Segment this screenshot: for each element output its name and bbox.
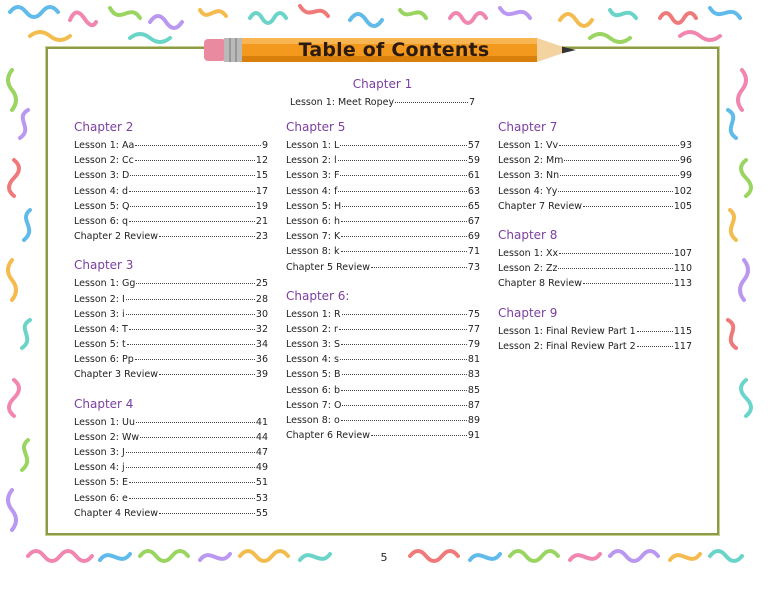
toc-entry-label: Lesson 3: Nn	[498, 170, 560, 182]
toc-entry-label: Lesson 3: J	[74, 447, 125, 458]
toc-row	[74, 153, 268, 168]
toc-entry-label: Lesson 3: D	[74, 170, 130, 182]
toc-entry-page: 49	[255, 462, 268, 474]
toc-entry-label: Lesson 6: q	[74, 215, 129, 227]
toc-entry-label: Lesson 2: r	[286, 323, 338, 335]
dot-leader	[339, 329, 467, 330]
toc-entry-label: Lesson 2: l	[286, 155, 337, 167]
toc-entry-label: Lesson 1: Final Review Part 1	[498, 325, 636, 337]
toc-row	[286, 229, 480, 244]
dot-leader	[135, 359, 255, 360]
toc-entry-page: 59	[467, 155, 480, 167]
toc-row	[286, 322, 480, 337]
dot-leader	[558, 191, 672, 192]
toc-entry-page: 91	[467, 430, 480, 442]
dot-leader	[129, 329, 255, 330]
toc-entry-page: 32	[255, 323, 268, 335]
toc-entry-page: 75	[467, 308, 480, 320]
chapter-heading: Chapter 7	[498, 120, 558, 134]
toc-entry-label: Lesson 2: Mm	[498, 155, 564, 167]
dot-leader	[341, 236, 467, 237]
toc-entry-page: 53	[255, 492, 268, 504]
page-number: 5	[380, 551, 388, 564]
toc-row	[286, 337, 480, 352]
dot-leader	[560, 175, 679, 176]
toc-entry-page: 83	[467, 369, 480, 381]
toc-row	[498, 324, 692, 339]
toc-chapter-block	[74, 397, 268, 521]
toc-row	[74, 322, 268, 337]
dot-leader	[341, 390, 467, 391]
chapter-heading: Chapter 1	[352, 77, 413, 91]
toc-entry-page: 102	[673, 185, 692, 197]
toc-row	[74, 184, 268, 199]
toc-entry-page: 107	[673, 247, 692, 259]
toc-entry-page: 93	[679, 140, 692, 151]
dot-leader	[342, 314, 467, 315]
toc-entry-page: 77	[467, 323, 480, 335]
dot-leader	[342, 374, 467, 375]
toc-row	[74, 276, 268, 291]
toc-entry-page: 71	[467, 246, 480, 258]
toc-entry-label: Lesson 2: Cc	[74, 155, 134, 167]
toc-column-3	[498, 120, 692, 368]
toc-column-1	[74, 120, 268, 535]
toc-entry-label: Lesson 1: Xx	[498, 247, 559, 259]
toc-chapter-block	[286, 289, 480, 444]
dot-leader	[341, 344, 467, 345]
toc-row	[286, 260, 480, 275]
toc-column-2	[286, 120, 480, 457]
toc-row	[498, 153, 692, 168]
dot-leader	[341, 420, 467, 421]
toc-entry-label: Lesson 3: S	[286, 339, 341, 351]
dot-leader	[129, 221, 255, 222]
toc-entry-label: Lesson 4: Yy	[498, 185, 558, 197]
dot-leader	[129, 191, 255, 192]
toc-entry-label: Lesson 5: H	[286, 200, 342, 212]
dot-leader	[559, 253, 673, 254]
toc-entry-label: Lesson 3: i	[74, 308, 125, 320]
dot-leader	[559, 145, 679, 146]
toc-entry-label: Lesson 6: b	[286, 384, 341, 396]
dot-leader	[159, 236, 255, 237]
toc-entry-page: 19	[255, 200, 268, 212]
dot-leader	[342, 206, 467, 207]
dot-leader	[371, 435, 467, 436]
dot-leader	[159, 513, 255, 514]
toc-entry-page: 87	[467, 399, 480, 411]
dot-leader	[127, 344, 255, 345]
toc-entry-page: 85	[467, 384, 480, 396]
toc-entry-label: Lesson 5: E	[74, 477, 128, 489]
toc-row	[286, 153, 480, 168]
toc-entry-label: Chapter 7 Review	[498, 200, 582, 212]
dot-leader	[136, 422, 255, 423]
toc-entry-page: 57	[467, 140, 480, 151]
dot-leader	[126, 467, 255, 468]
toc-row	[74, 138, 268, 153]
toc-entry-page: 41	[255, 416, 268, 428]
toc-entry-label: Lesson 2: Zz	[498, 263, 558, 275]
dot-leader	[338, 191, 467, 192]
dot-leader	[159, 374, 255, 375]
dot-leader	[583, 206, 673, 207]
toc-entry-page: 61	[467, 170, 480, 182]
toc-entry-label: Lesson 6: e	[74, 492, 128, 504]
toc-row	[74, 352, 268, 367]
toc-row	[286, 138, 480, 153]
toc-entry-label: Lesson 4: f	[286, 185, 338, 197]
toc-row	[498, 261, 692, 276]
toc-entry-page: 47	[255, 447, 268, 458]
toc-entry-page: 23	[255, 231, 268, 243]
toc-entry-page: 30	[255, 308, 268, 320]
toc-entry-label: Lesson 8: o	[286, 415, 340, 426]
toc-entry-label: Lesson 2: Final Review Part 2	[498, 340, 636, 352]
toc-entry-page: 7	[468, 97, 475, 108]
dot-leader	[342, 405, 466, 406]
toc-entry-label: Lesson 2: I	[74, 293, 125, 305]
chapter-heading: Chapter 9	[498, 305, 558, 320]
toc-entry-page: 69	[467, 231, 480, 243]
toc-chapter-block	[74, 258, 268, 382]
toc-chapter-1	[290, 77, 475, 110]
page-title: Table of Contents	[298, 39, 490, 61]
toc-chapter-block	[498, 228, 692, 292]
dot-leader	[338, 160, 467, 161]
toc-chapter-block	[498, 306, 692, 354]
toc-entry-label: Lesson 4: j	[74, 462, 125, 474]
toc-chapter-block	[498, 120, 692, 214]
toc-entry-page: 28	[255, 293, 268, 305]
toc-entry-label: Chapter 3 Review	[74, 369, 158, 381]
toc-entry-page: 105	[673, 200, 692, 212]
toc-entry-label: Chapter 6 Review	[286, 430, 370, 442]
toc-row	[498, 184, 692, 199]
toc-entry-label: Lesson 1: Uu	[74, 416, 135, 428]
dot-leader	[395, 102, 468, 103]
toc-row	[286, 413, 480, 428]
toc-row	[498, 246, 692, 261]
toc-row	[74, 307, 268, 322]
toc-entry-label: Lesson 5: Q	[74, 200, 130, 212]
dot-leader	[340, 145, 467, 146]
dot-leader	[126, 452, 255, 453]
toc-chapter-block	[286, 120, 480, 275]
toc-entry-label: Lesson 7: K	[286, 231, 341, 243]
toc-row	[290, 95, 475, 110]
toc-entry-page: 9	[261, 140, 268, 151]
dot-leader	[126, 299, 255, 300]
toc-entry-label: Lesson 6: h	[286, 215, 341, 227]
toc-row	[286, 383, 480, 398]
toc-entry-label: Chapter 4 Review	[74, 507, 158, 519]
toc-entry-page: 73	[467, 261, 480, 273]
dot-leader	[136, 283, 255, 284]
toc-row	[286, 244, 480, 259]
chapter-heading: Chapter 3	[74, 258, 134, 273]
toc-entry-page: 89	[467, 415, 480, 426]
toc-row	[286, 184, 480, 199]
toc-row	[286, 214, 480, 229]
toc-row	[74, 214, 268, 229]
dot-leader	[129, 498, 255, 499]
toc-entry-page: 65	[467, 200, 480, 212]
dot-leader	[341, 251, 467, 252]
dot-leader	[140, 437, 255, 438]
dot-leader	[130, 175, 255, 176]
toc-entry-page: 115	[673, 325, 692, 337]
toc-entry-label: Lesson 1: Vv	[498, 140, 559, 151]
dot-leader	[135, 160, 255, 161]
toc-row	[74, 506, 268, 521]
toc-row	[74, 168, 268, 183]
chapter-heading: Chapter 4	[74, 396, 134, 411]
toc-entry-label: Lesson 4: d	[74, 185, 129, 197]
toc-entry-label: Lesson 3: F	[286, 170, 340, 182]
toc-entry-page: 39	[255, 369, 268, 381]
toc-row	[74, 199, 268, 214]
toc-entry-page: 55	[255, 507, 268, 519]
toc-entry-page: 63	[467, 185, 480, 197]
toc-row	[74, 292, 268, 307]
toc-row	[74, 337, 268, 352]
toc-row	[286, 428, 480, 443]
toc-row	[286, 168, 480, 183]
toc-entry-label: Lesson 5: B	[286, 369, 341, 381]
toc-row	[74, 475, 268, 490]
chapter-heading: Chapter 5	[286, 120, 346, 134]
toc-entry-page: 44	[255, 431, 268, 443]
dot-leader	[341, 221, 467, 222]
toc-entry-page: 110	[673, 263, 692, 275]
toc-row	[498, 168, 692, 183]
toc-entry-page: 99	[679, 170, 692, 182]
toc-row	[74, 367, 268, 382]
toc-row	[286, 398, 480, 413]
toc-entry-label: Lesson 6: Pp	[74, 354, 134, 366]
dot-leader	[126, 314, 255, 315]
toc-entry-page: 17	[255, 185, 268, 197]
toc-entry-page: 96	[679, 155, 692, 167]
toc-row	[498, 276, 692, 291]
dot-leader	[135, 145, 261, 146]
toc-entry-label: Lesson 7: O	[286, 399, 342, 411]
toc-entry-label: Lesson 1: Gg	[74, 278, 136, 290]
toc-row	[286, 367, 480, 382]
dot-leader	[340, 175, 466, 176]
chapter-heading: Chapter 2	[74, 120, 134, 134]
toc-row	[498, 339, 692, 354]
toc-entry-label: Lesson 1: Aa	[74, 140, 135, 151]
toc-entry-page: 12	[255, 155, 268, 167]
toc-entry-label: Lesson 1: L	[286, 140, 340, 151]
dot-leader	[129, 482, 255, 483]
toc-entry-page: 15	[255, 170, 268, 182]
toc-entry-page: 113	[673, 278, 692, 290]
dot-leader	[340, 359, 467, 360]
toc-entry-page: 79	[467, 339, 480, 351]
toc-entry-page: 21	[255, 215, 268, 227]
toc-row	[74, 460, 268, 475]
dot-leader	[130, 206, 254, 207]
toc-entry-page: 51	[255, 477, 268, 489]
toc-row	[74, 445, 268, 460]
toc-entry-label: Lesson 1: R	[286, 308, 341, 320]
toc-entry-page: 67	[467, 215, 480, 227]
toc-entry-label: Lesson 5: t	[74, 339, 126, 351]
dot-leader	[637, 331, 673, 332]
toc-entry-label: Lesson 2: Ww	[74, 431, 140, 443]
toc-row	[286, 199, 480, 214]
dot-leader	[637, 346, 673, 347]
toc-row	[498, 138, 692, 153]
dot-leader	[583, 283, 673, 284]
toc-chapter-block	[74, 120, 268, 244]
toc-entry-label: Chapter 8 Review	[498, 278, 582, 290]
toc-entry-label: Chapter 5 Review	[286, 261, 370, 273]
toc-entry-label: Lesson 1: Meet Ropey	[290, 97, 395, 108]
toc-row	[74, 430, 268, 445]
dot-leader	[564, 160, 678, 161]
chapter-heading: Chapter 6:	[286, 288, 350, 303]
toc-row	[74, 415, 268, 430]
toc-entry-label: Lesson 4: s	[286, 354, 339, 366]
toc-entry-page: 81	[467, 354, 480, 366]
toc-entry-label: Chapter 2 Review	[74, 231, 158, 243]
toc-entry-page: 117	[673, 340, 692, 352]
dot-leader	[558, 268, 672, 269]
toc-row	[286, 307, 480, 322]
toc-entry-page: 25	[255, 278, 268, 290]
toc-entry-page: 36	[255, 354, 268, 366]
toc-entry-label: Lesson 4: T	[74, 323, 128, 335]
chapter-heading: Chapter 8	[498, 227, 558, 242]
dot-leader	[371, 267, 467, 268]
toc-row	[498, 199, 692, 214]
toc-row	[286, 352, 480, 367]
toc-row	[74, 491, 268, 506]
toc-entry-page: 34	[255, 339, 268, 351]
toc-entry-label: Lesson 8: k	[286, 246, 340, 258]
toc-row	[74, 229, 268, 244]
